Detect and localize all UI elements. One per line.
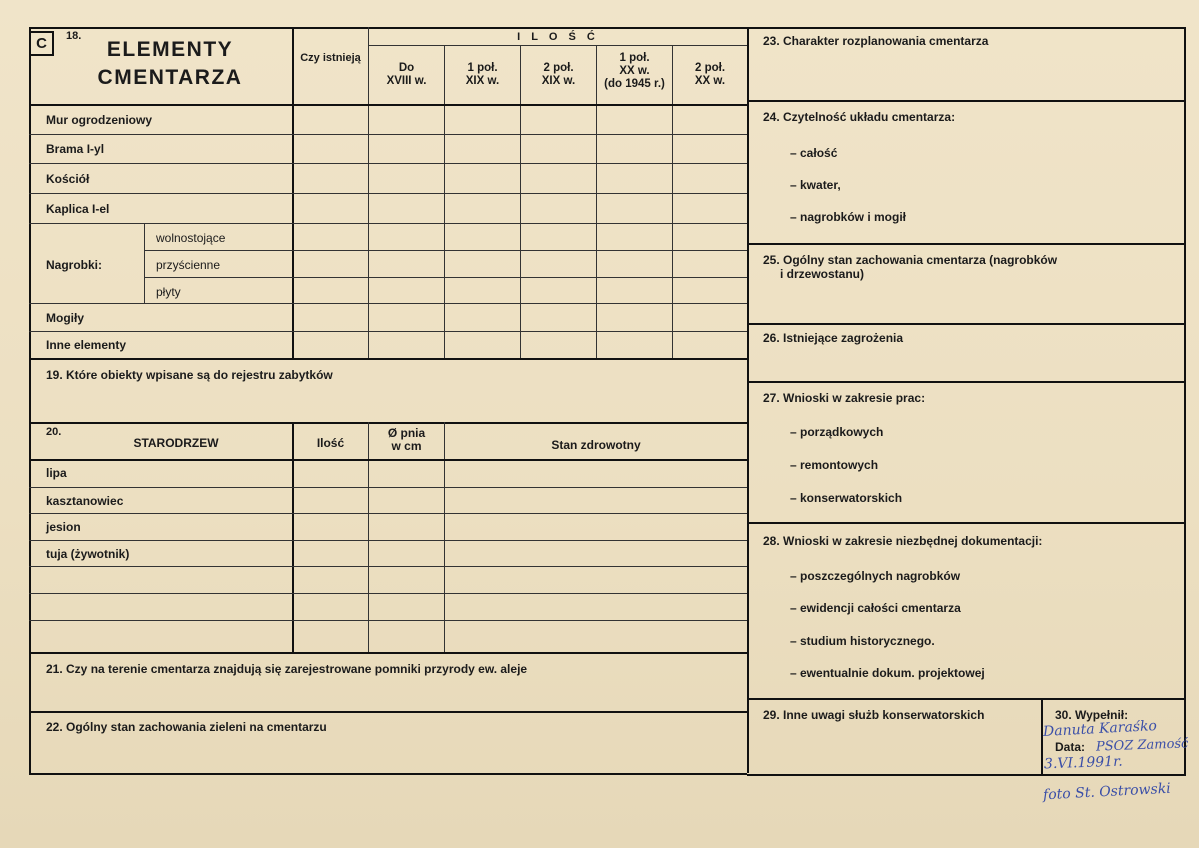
q24-item: – kwater, bbox=[790, 178, 841, 192]
q23-bottom bbox=[747, 100, 1184, 102]
trees-bottom bbox=[29, 652, 747, 654]
q27-item: – remontowych bbox=[790, 458, 879, 472]
q30-filled-label: 30. Wypełnił: bbox=[1055, 708, 1129, 722]
q28-item: – ewentualnie dokum. projektowej bbox=[790, 666, 985, 680]
q27-item: – konserwatorskich bbox=[790, 491, 903, 505]
q25-line2: i drzewostanu) bbox=[780, 267, 865, 281]
row-line bbox=[29, 134, 747, 135]
q28-title: 28. Wnioski w zakresie niezbędnej dokumentacji: bbox=[763, 534, 1043, 548]
q25-line1: 25. Ogólny stan zachowania cmentarza (nagrobków bbox=[763, 253, 1058, 267]
q18-number: 18. bbox=[66, 30, 82, 42]
left-border bbox=[29, 27, 31, 773]
q28-item: – poszczególnych nagrobków bbox=[790, 569, 961, 583]
row-line bbox=[29, 223, 747, 224]
q18-col-divider bbox=[596, 45, 597, 358]
top-border bbox=[29, 27, 1184, 29]
trees-col-divider bbox=[368, 422, 369, 652]
right-border bbox=[1184, 27, 1186, 774]
row-line bbox=[144, 277, 747, 278]
q27-title: 27. Wnioski w zakresie prac: bbox=[763, 391, 926, 405]
row-line bbox=[29, 620, 747, 621]
row-label: Inne elementy bbox=[46, 338, 127, 352]
q18-title-line2: CMENTARZA bbox=[97, 66, 243, 89]
row-line bbox=[29, 513, 747, 514]
period-header: 1 poł. XX w. (do 1945 r.) bbox=[604, 52, 665, 90]
col-exists-header: Czy istnieją bbox=[300, 52, 361, 64]
q19-bottom bbox=[29, 422, 747, 424]
q26-bottom bbox=[747, 381, 1184, 383]
quantity-header-line bbox=[368, 45, 747, 46]
graves-label: Nagrobki: bbox=[46, 258, 103, 272]
q25-bottom bbox=[747, 323, 1184, 325]
q19-label: 19. Które obiekty wpisane są do rejestru zabytków bbox=[46, 368, 333, 382]
period-header: 1 poł. XIX w. bbox=[465, 62, 500, 87]
period-header: 2 poł. XIX w. bbox=[541, 62, 576, 87]
row-line bbox=[29, 540, 747, 541]
row-label: Brama I-yl bbox=[46, 142, 105, 156]
trees-col-divider bbox=[292, 422, 294, 652]
q23-label: 23. Charakter rozplanowania cmentarza bbox=[763, 34, 989, 48]
trees-title: STARODRZEW bbox=[133, 436, 219, 450]
row-line bbox=[29, 593, 747, 594]
row-line bbox=[29, 303, 747, 304]
right-bottom-border bbox=[747, 774, 1186, 776]
handwritten-date: 3.VI.1991r. bbox=[1043, 753, 1123, 773]
q26-label: 26. Istniejące zagrożenia bbox=[763, 331, 904, 345]
q27-item: – porządkowych bbox=[790, 425, 884, 439]
q24-title: 24. Czytelność układu cmentarza: bbox=[763, 110, 956, 124]
q21-label: 21. Czy na terenie cmentarza znajdują się zarejestrowane pomniki przyrody ew. aleje bbox=[46, 662, 528, 676]
row-line bbox=[144, 250, 747, 251]
graves-type: wolnostojące bbox=[156, 231, 226, 245]
handwritten-photo-credit: foto St. Ostrowski bbox=[1042, 780, 1172, 804]
q29-label: 29. Inne uwagi służb konserwatorskich bbox=[763, 708, 985, 722]
section-letter-box: C bbox=[29, 31, 54, 56]
left-bottom-border bbox=[29, 773, 747, 775]
q20-number: 20. bbox=[46, 426, 62, 438]
q28-item: – studium historycznego. bbox=[790, 634, 935, 648]
trees-col-count: Ilość bbox=[316, 436, 345, 450]
row-line bbox=[29, 487, 747, 488]
tree-row-label: jesion bbox=[46, 520, 81, 534]
q24-item: – nagrobków i mogił bbox=[790, 210, 907, 224]
q28-bottom bbox=[747, 698, 1184, 700]
q18-bottom bbox=[29, 358, 747, 360]
q18-title-line1: ELEMENTY bbox=[106, 38, 234, 61]
q22-label: 22. Ogólny stan zachowania zieleni na cmentarzu bbox=[46, 720, 327, 734]
quantity-header: I L O Ś Ć bbox=[517, 31, 599, 43]
q18-col-divider bbox=[672, 45, 673, 358]
trees-header-bottom bbox=[29, 459, 747, 461]
period-header: Do XVIII w. bbox=[386, 62, 427, 87]
q18-col-divider bbox=[520, 45, 521, 358]
q30-date-label: Data: bbox=[1055, 740, 1086, 754]
q27-bottom bbox=[747, 522, 1184, 524]
graves-divider bbox=[144, 223, 145, 303]
q28-item: – ewidencji całości cmentarza bbox=[790, 601, 961, 615]
row-label: Mur ogrodzeniowy bbox=[46, 113, 152, 127]
q18-header-bottom bbox=[29, 104, 747, 106]
row-label: Kościół bbox=[46, 172, 90, 186]
row-label: Kaplica I-el bbox=[46, 202, 110, 216]
q24-bottom bbox=[747, 243, 1184, 245]
row-line bbox=[29, 566, 747, 567]
handwritten-org: PSOZ Zamość bbox=[1095, 736, 1189, 755]
graves-type: przyścienne bbox=[156, 258, 221, 272]
row-line bbox=[29, 331, 747, 332]
row-line bbox=[29, 193, 747, 194]
q18-col-divider bbox=[444, 45, 445, 358]
q21-bottom bbox=[29, 711, 747, 713]
row-line bbox=[29, 163, 747, 164]
trees-col-diameter: Ø pnia w cm bbox=[387, 426, 426, 453]
trees-col-divider bbox=[444, 422, 445, 652]
period-header: 2 poł. XX w. bbox=[694, 62, 726, 87]
tree-row-label: lipa bbox=[46, 466, 67, 480]
q24-item: – całość bbox=[790, 146, 838, 160]
tree-row-label: kasztanowiec bbox=[46, 494, 124, 508]
center-divider bbox=[747, 27, 749, 773]
tree-row-label: tuja (żywotnik) bbox=[46, 547, 130, 561]
row-label: Mogiły bbox=[46, 311, 84, 325]
trees-col-health: Stan zdrowotny bbox=[551, 438, 641, 452]
graves-type: płyty bbox=[156, 285, 181, 299]
handwritten-name: Danuta Karaśko bbox=[1042, 718, 1158, 740]
